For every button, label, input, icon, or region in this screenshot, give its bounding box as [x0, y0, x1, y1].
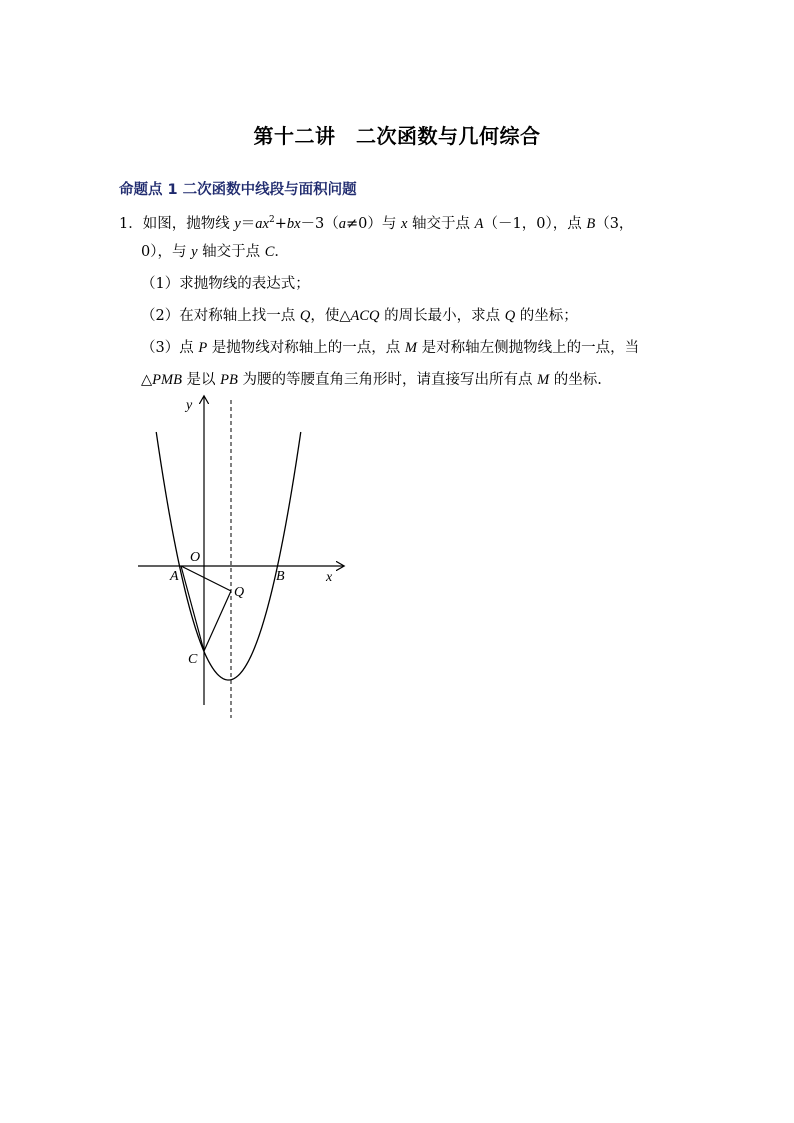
text: ＝ [240, 216, 256, 232]
text: ． [274, 244, 289, 260]
label-A: A [170, 569, 179, 584]
text: 是抛物线对称轴上的一点，点 [207, 340, 405, 356]
text: 如图，抛物线 [142, 216, 235, 232]
segment-AQ [181, 566, 231, 591]
text: （－1，0），点 [483, 216, 587, 232]
text: 是以 [181, 372, 221, 388]
point-M: M [404, 340, 418, 356]
label-x: x [326, 570, 333, 585]
text: 的坐标； [515, 308, 578, 324]
var-bx: bx [286, 216, 301, 232]
label-O: O [190, 550, 201, 565]
label-B: B [276, 569, 285, 584]
parabola-figure [130, 392, 370, 722]
text: + [274, 216, 287, 232]
text: ≠0）与 [346, 216, 402, 232]
point-Q: Q [504, 308, 516, 324]
label-C: C [188, 652, 198, 667]
text: △ [141, 372, 153, 388]
question-3-line-2 [141, 370, 602, 390]
point-M: M [537, 372, 550, 388]
text: （3）点 [141, 340, 199, 356]
label-Q: Q [234, 585, 245, 600]
point-C: C [264, 244, 275, 260]
triangle-ACQ: ACQ [350, 308, 380, 324]
question-1: （1）求抛物线的表达式； [141, 276, 310, 292]
question-2 [141, 306, 578, 326]
question-3 [141, 338, 639, 358]
parabola-curve [156, 432, 301, 680]
triangle-PMB: PMB [152, 372, 182, 388]
text: （2）在对称轴上找一点 [141, 308, 300, 324]
text: 0），与 [141, 244, 192, 260]
var-y: y [191, 244, 198, 260]
label-y: y [186, 398, 193, 413]
text: ，使△ [310, 308, 351, 324]
text: 是对称轴左侧抛物线上的一点，当 [417, 340, 640, 356]
text: （3， [595, 216, 634, 232]
text: 轴交于点 [197, 244, 265, 260]
text: 轴交于点 [407, 216, 475, 232]
var-x: x [401, 216, 408, 232]
exponent: 2 [268, 215, 275, 225]
problem-line-1 [119, 210, 633, 234]
section-heading: 命题点 1 二次函数中线段与面积问题 [119, 182, 357, 198]
problem-line-2 [141, 242, 289, 262]
segment-QC [204, 591, 231, 651]
point-B: B [586, 216, 596, 232]
segment-PB: PB [220, 372, 238, 388]
text: 为腰的等腰直角三角形时，请直接写出所有点 [237, 372, 538, 388]
point-A: A [474, 216, 484, 232]
point-Q: Q [299, 308, 311, 324]
point-P: P [198, 340, 208, 356]
text: 的周长最小，求点 [379, 308, 505, 324]
var-y: y [234, 216, 241, 232]
text: 的坐标. [549, 372, 602, 388]
var-a: a [338, 216, 347, 232]
segment-AC [181, 566, 204, 651]
problem-number: 1． [119, 216, 143, 232]
page-title: 第十二讲 二次函数与几何综合 [253, 124, 541, 148]
var-ax: ax [255, 216, 269, 232]
text: －3（ [300, 216, 339, 232]
